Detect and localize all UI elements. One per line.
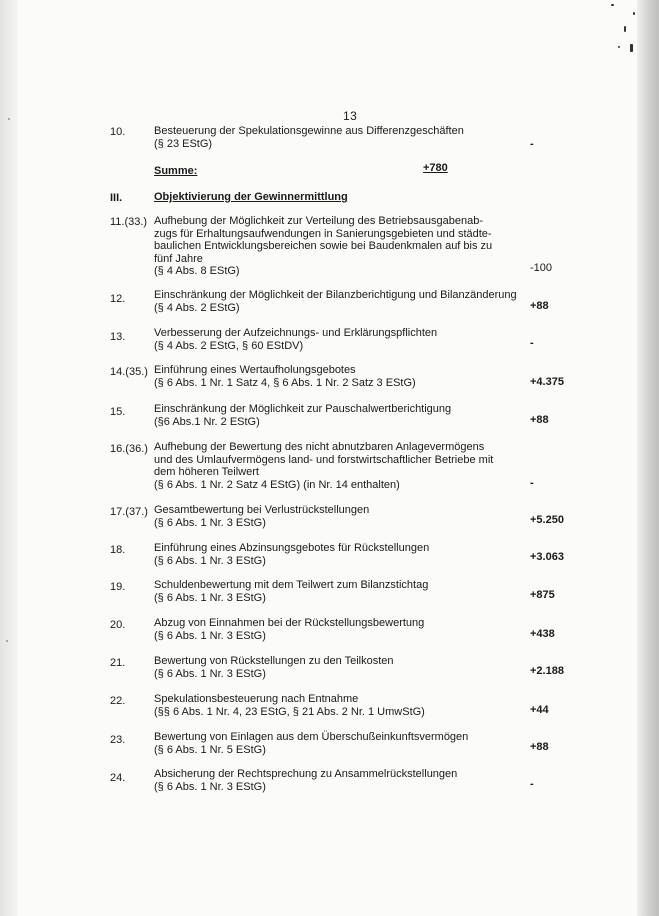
entry-text-line: (§§ 6 Abs. 1 Nr. 4, 23 EStG, § 21 Abs. 2 Nr. 1 UmwStG) <box>154 705 425 718</box>
entry-text-line: Einführung eines Abzinsungsgebotes für Rückstellungen <box>154 542 430 554</box>
entry-number: 12. <box>110 293 126 305</box>
entry-description <box>154 327 526 352</box>
entry-text-line: und des Umlaufvermögens land- und forstwirtschaftlicher Betriebe mit <box>154 453 494 466</box>
entry-value: +88 <box>530 741 549 753</box>
entry-description <box>154 579 526 604</box>
entry-text-line: Absicherung der Rechtsprechung zu Ansammelrückstellungen <box>154 768 458 780</box>
scan-speck <box>624 26 626 32</box>
scan-speck <box>618 46 620 48</box>
entry-number: 17.(37.) <box>110 506 148 518</box>
entry-number: 18. <box>110 544 126 556</box>
entry-number: 21. <box>110 657 126 669</box>
scan-speck <box>611 4 614 6</box>
entry-number: 23. <box>110 734 126 746</box>
scan-speck <box>633 12 635 15</box>
entry-number: 10. <box>110 126 126 138</box>
entry-number: 24. <box>110 772 126 784</box>
scan-speck <box>6 640 8 642</box>
entry-value: +3.063 <box>530 551 564 563</box>
entry-value: - <box>530 477 534 489</box>
entry-description <box>154 364 526 389</box>
entry-text-line: Abzug von Einnahmen bei der Rückstellungsbewertung <box>154 617 425 629</box>
entry-description <box>154 731 526 756</box>
entry-text-line: (§ 6 Abs. 1 Nr. 3 EStG) <box>154 516 266 529</box>
entry-text-line: (§6 Abs.1 Nr. 2 EStG) <box>154 415 260 428</box>
entry-value: -100 <box>530 262 553 274</box>
entry-description <box>154 542 526 567</box>
entry-text-line: Einführung eines Wertaufholungsgebotes <box>154 364 356 376</box>
section-title: Objektivierung der Gewinnermittlung <box>154 191 348 203</box>
entry-text-line: (§ 4 Abs. 8 EStG) <box>154 265 240 278</box>
entry-description <box>154 215 526 278</box>
scan-speck <box>8 118 10 120</box>
entry-text-line: Besteuerung der Spekulationsgewinne aus Differenzgeschäften <box>154 125 464 137</box>
summe-value: +780 <box>423 162 448 174</box>
entry-number: 14.(35.) <box>110 366 148 378</box>
right-page-edge <box>637 0 659 916</box>
entry-value: +4.375 <box>530 376 564 388</box>
entry-description <box>154 289 526 314</box>
entry-text-line: (§ 4 Abs. 2 EStG) <box>154 301 240 314</box>
entry-description <box>154 504 526 529</box>
entry-text-line: dem höheren Teilwert <box>154 466 259 479</box>
entry-value: +438 <box>530 628 555 640</box>
entry-description <box>154 441 526 491</box>
entry-value: - <box>530 337 534 349</box>
entry-description <box>154 617 526 642</box>
entry-text-line: Spekulationsbesteuerung nach Entnahme <box>154 693 359 705</box>
entry-value: - <box>530 778 534 790</box>
entry-text-line: Schuldenbewertung mit dem Teilwert zum Bilanzstichtag <box>154 579 429 591</box>
entry-text-line: baulichen Entwicklungsbereichen sowie bei Baudenkmalen auf bis zu <box>154 240 493 253</box>
summe-label: Summe: <box>154 165 198 177</box>
entry-description <box>154 693 526 718</box>
entry-text-line: fünf Jahre <box>154 252 203 265</box>
entry-number: 19. <box>110 581 126 593</box>
entry-text-line: (§ 6 Abs. 1 Nr. 5 EStG) <box>154 743 266 756</box>
entry-text-line: (§ 6 Abs. 1 Nr. 1 Satz 4, § 6 Abs. 1 Nr. 2 Satz 3 EStG) <box>154 376 416 389</box>
entry-number: 15. <box>110 406 126 418</box>
entry-number: 22. <box>110 695 126 707</box>
entry-text-line: Verbesserung der Aufzeichnungs- und Erklärungspflichten <box>154 327 438 339</box>
entry-number: 20. <box>110 619 126 631</box>
entry-value: +88 <box>530 300 549 312</box>
entry-text-line: (§ 6 Abs. 1 Nr. 3 EStG) <box>154 554 266 567</box>
entry-value: +88 <box>530 414 549 426</box>
entry-value: +875 <box>530 589 555 601</box>
entry-description <box>154 125 526 150</box>
entry-text-line: Einschränkung der Möglichkeit der Bilanzberichtigung und Bilanzänderung <box>154 289 517 301</box>
entry-text-line: Einschränkung der Möglichkeit zur Pauschalwertberichtigung <box>154 403 452 415</box>
entry-description <box>154 403 526 428</box>
entry-text-line: (§ 6 Abs. 1 Nr. 3 EStG) <box>154 591 266 604</box>
entry-value: +5.250 <box>530 514 564 526</box>
entry-text-line: (§ 6 Abs. 1 Nr. 3 EStG) <box>154 667 266 680</box>
scan-speck <box>630 44 633 52</box>
entry-text-line: (§ 23 EStG) <box>154 137 213 150</box>
page-number: 13 <box>343 109 358 123</box>
entry-text-line: Aufhebung der Möglichkeit zur Verteilung des Betriebsausgabenab- <box>154 215 483 227</box>
entry-text-line: (§ 6 Abs. 1 Nr. 2 Satz 4 EStG) (in Nr. 14 enthalten) <box>154 478 400 491</box>
entry-description <box>154 655 526 680</box>
entry-number: 16.(36.) <box>110 443 148 455</box>
entry-text-line: Bewertung von Rückstellungen zu den Teilkosten <box>154 655 394 667</box>
entry-value: +44 <box>530 704 549 716</box>
entry-text-line: (§ 4 Abs. 2 EStG, § 60 EStDV) <box>154 339 304 352</box>
entry-text-line: (§ 6 Abs. 1 Nr. 3 EStG) <box>154 780 266 793</box>
entry-text-line: Aufhebung der Bewertung des nicht abnutzbaren Anlagevermögens <box>154 441 485 453</box>
entry-value: +2.188 <box>530 665 564 677</box>
entry-text-line: (§ 6 Abs. 1 Nr. 3 EStG) <box>154 629 266 642</box>
entry-number: 11.(33.) <box>110 216 148 228</box>
entry-value: - <box>530 138 534 150</box>
entry-text-line: zugs für Erhaltungsaufwendungen in Sanierungsgebieten und städte- <box>154 227 492 240</box>
entry-description <box>154 768 526 793</box>
section-number: III. <box>110 192 123 204</box>
left-page-edge <box>0 0 18 916</box>
entry-text-line: Gesamtbewertung bei Verlustrückstellungen <box>154 504 370 516</box>
entry-number: 13. <box>110 331 126 343</box>
entry-text-line: Bewertung von Einlagen aus dem Überschußeinkunftsvermögen <box>154 731 469 743</box>
